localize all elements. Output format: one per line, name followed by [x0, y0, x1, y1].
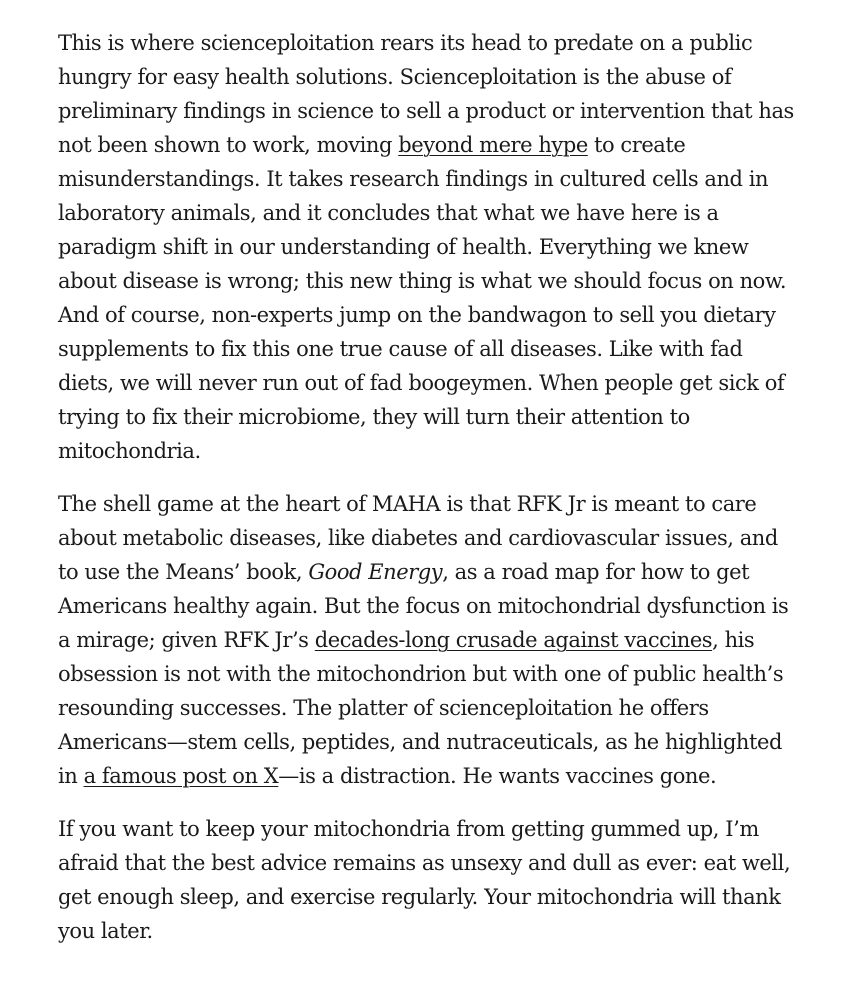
- paragraph-text: , his obsession is not with the mitochondrion but with one of public health’s resounding successes. The platter of scienceploitation he offers Americans—stem cells, peptides, and nutraceuticals, as he highlighted in: [58, 628, 784, 788]
- paragraph-text: This is where scienceploitation rears its head to predate on a public hungry for easy health solutions. Scienceploitation is the abuse of preliminary findings in science to sell a product or intervention that has not been shown to work, moving: [58, 31, 794, 157]
- paragraph-text: If you want to keep your mitochondria from getting gummed up, I’m afraid that the best advice remains as unsexy and dull as ever: eat well, get enough sleep, and exercise regularly. Your mitochondria will thank you later.: [58, 817, 791, 943]
- link-beyond-mere-hype[interactable]: beyond mere hype: [398, 133, 588, 157]
- link-decades-long-crusade[interactable]: decades-long crusade against vaccines: [314, 628, 713, 652]
- book-title: Good Energy: [308, 560, 443, 584]
- paragraph-text: to create misunderstandings. It takes research findings in cultured cells and in laboratory animals, and it concludes that what we have here is a paradigm shift in our understanding of health. Everything we knew about disease is wrong; this new thing is what we should focus on now. And of course, non-experts jump on the bandwagon to sell you dietary supplements to fix this one true cause of all diseases. Like with fad diets, we will never run out of fad boogeymen. When people get sick of trying to fix their microbiome, they will turn their attention to mitochondria.: [58, 133, 787, 463]
- paragraph-shell-game: [58, 487, 803, 793]
- article-body: [58, 26, 803, 967]
- paragraph-text: , as a road map for how to get Americans healthy again. But the focus on mitochondrial dysfunction is a mirage; given RFK Jr’s: [58, 560, 789, 652]
- paragraph-text: —is a distraction. He wants vaccines gone.: [278, 764, 717, 788]
- link-famous-post-on-x[interactable]: a famous post on X: [83, 764, 279, 788]
- paragraph-scienceploitation: [58, 26, 803, 468]
- paragraph-conclusion: [58, 812, 803, 948]
- paragraph-text: The shell game at the heart of MAHA is that RFK Jr is meant to care about metabolic diseases, like diabetes and cardiovascular issues, and to use the Means’ book,: [58, 492, 778, 584]
